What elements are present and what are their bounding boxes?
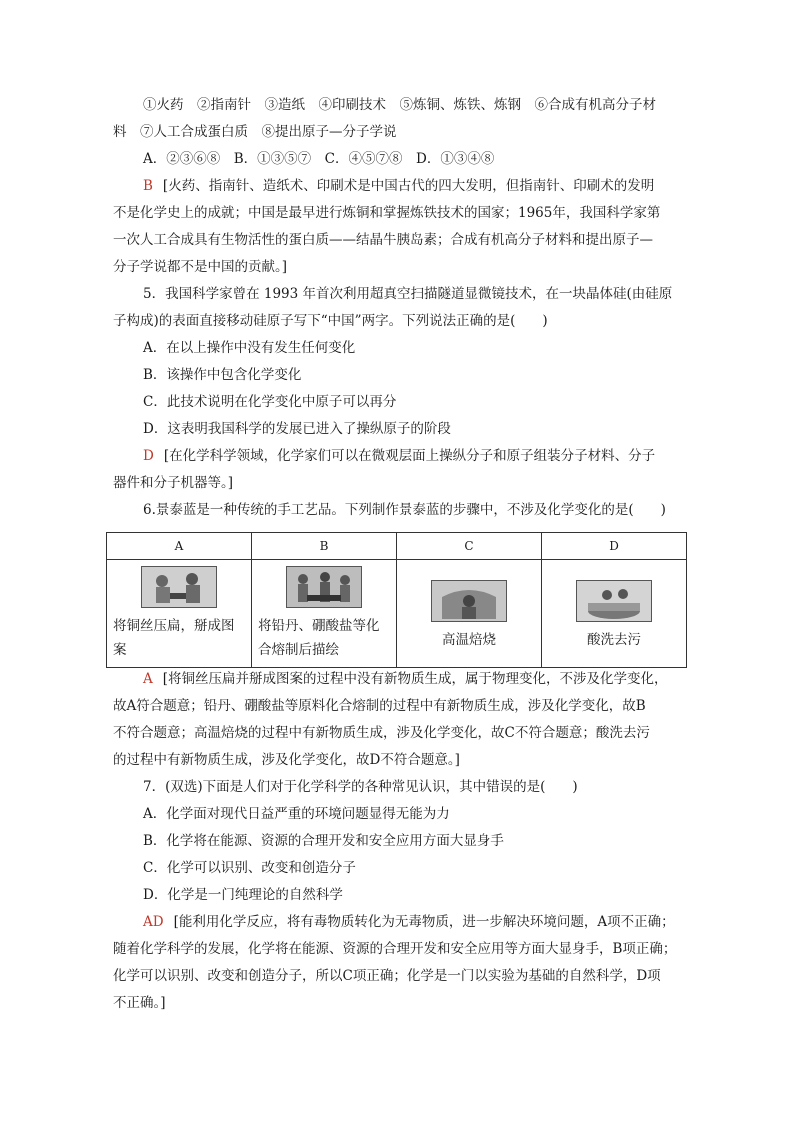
q4-explanation-line3: 一次人工合成具有生物活性的蛋白质——结晶牛胰岛素；合成有机高分子材料和提出原子— xyxy=(113,232,653,248)
q7-explanation-line4: 不正确。] xyxy=(113,995,166,1011)
q7-option-d: D．化学是一门纯理论的自然科学 xyxy=(143,887,343,903)
q5-option-c: C．此技术说明在化学变化中原子可以再分 xyxy=(143,394,397,410)
q6-header-b: B xyxy=(252,533,397,560)
q7-answer: AD xyxy=(143,914,164,930)
q7-option-a: A．化学面对现代日益严重的环境问题显得无能为力 xyxy=(143,806,450,822)
q6-cell-d-line1: 酸洗去污 xyxy=(587,631,641,648)
page-content-after-table xyxy=(113,666,688,1017)
q6-cell-a-line2: 案 xyxy=(113,641,127,658)
q6-cell-a xyxy=(107,560,252,668)
q7-explanation-line3: 化学可以识别、改变和创造分子，所以C项正确；化学是一门以实验为基础的自然科学，D项 xyxy=(113,968,661,984)
q6-image-c xyxy=(431,580,507,622)
q6-explain-text1: [将铜丝压扁并掰成图案的过程中没有新物质生成，属于物理变化，不涉及化学变化， xyxy=(162,671,668,687)
q6-image-d xyxy=(576,580,652,622)
q6-explanation-line3: 不符合题意；高温焙烧的过程中有新物质生成，涉及化学变化，故C不符合题意；酸洗去污 xyxy=(113,725,650,741)
q6-explanation-line2: 故A符合题意；铅丹、硼酸盐等原料化合熔制的过程中有新物质生成，涉及化学变化，故B xyxy=(113,698,646,714)
q6-cell-d xyxy=(542,560,687,668)
q7-explanation-line1 xyxy=(113,909,688,936)
q5-option-a: A．在以上操作中没有发生任何变化 xyxy=(143,340,356,356)
q7-stem: 7．(双选)下面是人们对于化学科学的各种常见认识，其中错误的是( ) xyxy=(143,779,578,795)
q4-explanation-line2: 不是化学史上的成就；中国是最早进行炼铜和掌握炼铁技术的国家；1965年，我国科学家第 xyxy=(113,205,661,221)
q4-options-line2: 料 ⑦人工合成蛋白质 ⑧提出原子—分子学说 xyxy=(113,124,397,140)
q5-answer: D xyxy=(143,448,154,464)
q4-answer: B xyxy=(143,178,153,194)
q6-cell-b xyxy=(252,560,397,668)
q6-cell-b-line2: 合熔制后描绘 xyxy=(258,641,339,658)
q4-explanation-line1 xyxy=(113,173,688,200)
q5-stem-line2: 子构成)的表面直接移动硅原子写下“中国”两字。下列说法正确的是( ) xyxy=(113,313,548,329)
q6-header-row xyxy=(107,533,687,560)
q5-option-d: D．这表明我国科学的发展已进入了操纵原子的阶段 xyxy=(143,421,451,437)
q4-explanation-line4: 分子学说都不是中国的贡献。] xyxy=(113,259,288,275)
q6-table xyxy=(106,532,687,668)
q5-option-b: B．该操作中包含化学变化 xyxy=(143,367,302,383)
q6-header-a: A xyxy=(107,533,252,560)
q6-cell-b-line1: 将铅丹、硼酸盐等化 xyxy=(258,617,380,634)
q6-image-a xyxy=(141,566,217,608)
q5-explanation-line1 xyxy=(113,443,688,470)
q6-answer: A xyxy=(143,671,153,687)
q6-cell-c xyxy=(397,560,542,668)
q6-explanation-line1 xyxy=(113,666,688,693)
q4-explain-text1: [火药、指南针、造纸术、印刷术是中国古代的四大发明，但指南针、印刷术的发明 xyxy=(162,178,655,194)
q6-content-row xyxy=(107,560,687,668)
q6-explanation-line4: 的过程中有新物质生成，涉及化学变化，故D不符合题意。] xyxy=(113,752,460,768)
page-content xyxy=(113,92,688,524)
q7-explanation-line2: 随着化学科学的发展，化学将在能源、资源的合理开发和安全应用等方面大显身手，B项正确； xyxy=(113,941,677,957)
q5-stem-line1: 5．我国科学家曾在 1993 年首次利用超真空扫描隧道显微镜技术，在一块晶体硅(由硅原 xyxy=(143,286,673,302)
q6-cell-c-line1: 高温焙烧 xyxy=(442,631,496,648)
q7-option-b: B．化学将在能源、资源的合理开发和安全应用方面大显身手 xyxy=(143,833,504,849)
q6-header-d: D xyxy=(542,533,687,560)
q6-cell-a-line1: 将铜丝压扁，掰成图 xyxy=(113,617,235,634)
q6-image-b xyxy=(286,566,362,608)
q5-explain-text1: [在化学科学领域，化学家们可以在微观层面上操纵分子和原子组装分子材料、分子 xyxy=(163,448,656,464)
q7-explain-text1: [能利用化学反应，将有毒物质转化为无毒物质，进一步解决环境问题，A项不正确； xyxy=(173,914,675,930)
q6-stem: 6.景泰蓝是一种传统的手工艺品。下列制作景泰蓝的步骤中，不涉及化学变化的是( ) xyxy=(143,502,666,518)
q4-choices: A．②③⑥⑧ B．①③⑤⑦ C．④⑤⑦⑧ D．①③④⑧ xyxy=(143,151,495,167)
q7-option-c: C．化学可以识别、改变和创造分子 xyxy=(143,860,356,876)
q6-header-c: C xyxy=(397,533,542,560)
q4-options-line1: ①火药 ②指南针 ③造纸 ④印刷技术 ⑤炼铜、炼铁、炼钢 ⑥合成有机高分子材 xyxy=(143,97,656,113)
q5-explanation-line2: 器件和分子机器等。] xyxy=(113,475,234,491)
